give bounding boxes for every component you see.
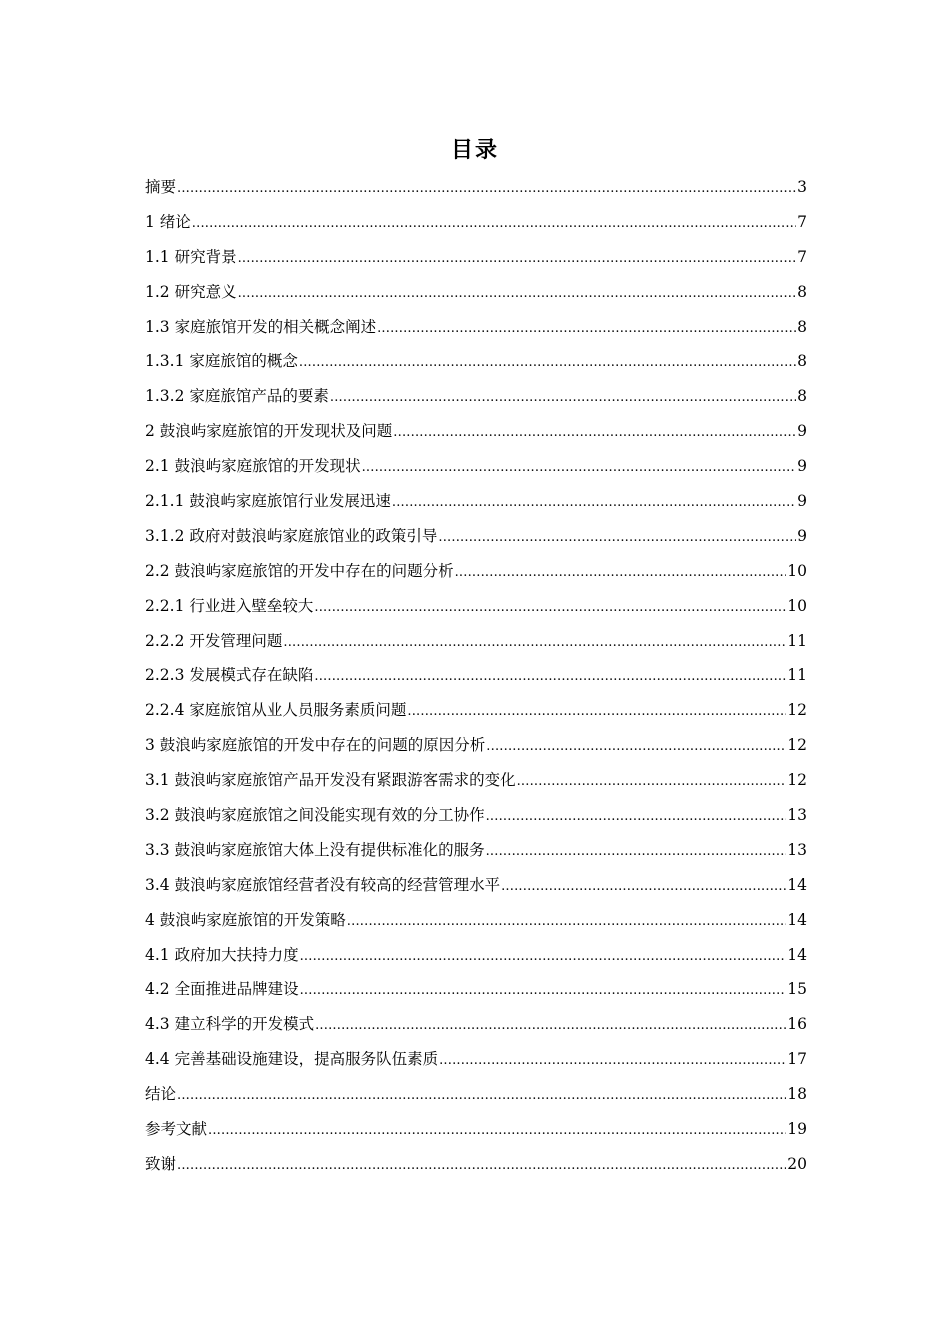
toc-entry-page-number: 3 xyxy=(797,178,807,196)
toc-entry[interactable] xyxy=(145,835,807,870)
dot-leader xyxy=(283,628,786,658)
dot-leader xyxy=(407,697,786,727)
toc-entry[interactable] xyxy=(145,660,807,695)
toc-entry-page-number: 12 xyxy=(787,736,807,755)
toc-entry-page-number: 18 xyxy=(787,1085,807,1104)
toc-entry[interactable] xyxy=(145,1114,807,1149)
toc-entry-page-number: 10 xyxy=(787,596,807,615)
toc-entry[interactable] xyxy=(145,416,807,451)
toc-entry-page-number: 17 xyxy=(787,1050,807,1069)
toc-entry-title: 1.1 研究背景 xyxy=(145,247,237,266)
toc-entry-title: 1.3.1 家庭旅馆的概念 xyxy=(145,352,298,371)
toc-entry[interactable] xyxy=(145,346,807,381)
toc-entry-page-number: 8 xyxy=(797,387,807,406)
dot-leader xyxy=(238,279,797,309)
toc-entry-page-number: 9 xyxy=(797,422,807,441)
dot-leader xyxy=(455,558,787,588)
toc-entry[interactable] xyxy=(145,207,807,242)
toc-entry[interactable] xyxy=(145,521,807,556)
toc-entry[interactable] xyxy=(145,626,807,661)
toc-entry-title: 3.4 鼓浪屿家庭旅馆经营者没有较高的经营管理水平 xyxy=(145,875,501,894)
toc-entry-page-number: 13 xyxy=(787,806,807,825)
toc-entry-page-number: 13 xyxy=(787,840,807,859)
toc-entry-page-number: 14 xyxy=(787,875,807,894)
toc-entry[interactable] xyxy=(145,451,807,486)
toc-entry-title: 2.2.2 开发管理问题 xyxy=(145,631,283,650)
dot-leader xyxy=(486,732,786,762)
toc-entry-page-number: 8 xyxy=(797,317,807,336)
toc-entry-title: 3.3 鼓浪屿家庭旅馆大体上没有提供标准化的服务 xyxy=(145,840,485,859)
dot-leader xyxy=(238,244,797,274)
toc-entry-title: 1.3.2 家庭旅馆产品的要素 xyxy=(145,387,329,406)
dot-leader xyxy=(177,174,796,204)
toc-entry-title: 参考文献 xyxy=(145,1120,208,1139)
toc-entry[interactable] xyxy=(145,1149,807,1184)
toc-entry[interactable] xyxy=(145,556,807,591)
toc-entry-page-number: 10 xyxy=(787,561,807,580)
toc-entry-page-number: 8 xyxy=(797,282,807,301)
toc-entry-title: 2.2.1 行业进入壁垒较大 xyxy=(145,596,314,615)
toc-entry-title: 2.2.4 家庭旅馆从业人员服务素质问题 xyxy=(145,701,407,720)
dot-leader xyxy=(501,872,786,902)
toc-entry-title: 4.3 建立科学的开发模式 xyxy=(145,1015,315,1034)
toc-entry-page-number: 8 xyxy=(797,352,807,371)
toc-entry[interactable] xyxy=(145,277,807,312)
dot-leader xyxy=(299,348,796,378)
toc-entry-page-number: 15 xyxy=(787,980,807,999)
toc-entry-title: 3.1 鼓浪屿家庭旅馆产品开发没有紧跟游客需求的变化 xyxy=(145,771,516,790)
toc-entry[interactable] xyxy=(145,591,807,626)
toc-entry[interactable] xyxy=(145,1009,807,1044)
toc-entry[interactable] xyxy=(145,940,807,975)
toc-entry-page-number: 19 xyxy=(787,1120,807,1139)
dot-leader xyxy=(177,1081,786,1111)
toc-entry-title: 致谢 xyxy=(145,1154,177,1173)
toc-list xyxy=(145,172,807,1184)
toc-entry-title: 摘要 xyxy=(145,178,177,196)
toc-entry-title: 3 鼓浪屿家庭旅馆的开发中存在的问题的原因分析 xyxy=(145,736,486,755)
toc-entry-page-number: 7 xyxy=(797,212,807,231)
dot-leader xyxy=(517,767,787,797)
dot-leader xyxy=(177,1151,786,1181)
toc-entry[interactable] xyxy=(145,1079,807,1114)
dot-leader xyxy=(192,209,796,239)
dot-leader xyxy=(300,942,787,972)
dot-leader xyxy=(392,488,796,518)
toc-entry-page-number: 11 xyxy=(787,631,807,650)
toc-entry[interactable] xyxy=(145,800,807,835)
toc-entry-title: 2 鼓浪屿家庭旅馆的开发现状及问题 xyxy=(145,422,393,441)
toc-entry-title: 2.1.1 鼓浪屿家庭旅馆行业发展迅速 xyxy=(145,492,391,511)
toc-title: 目录 xyxy=(450,138,499,163)
toc-entry-page-number: 7 xyxy=(797,247,807,266)
toc-entry-page-number: 12 xyxy=(787,771,807,790)
toc-entry[interactable] xyxy=(145,486,807,521)
dot-leader xyxy=(347,907,786,937)
toc-entry[interactable] xyxy=(145,312,807,347)
dot-leader xyxy=(315,1011,786,1041)
dot-leader xyxy=(438,523,796,553)
toc-entry[interactable] xyxy=(145,870,807,905)
toc-entry-page-number: 9 xyxy=(797,492,807,511)
toc-entry-title: 1.3 家庭旅馆开发的相关概念阐述 xyxy=(145,317,377,336)
toc-entry[interactable] xyxy=(145,1044,807,1079)
toc-entry-title: 3.2 鼓浪屿家庭旅馆之间没能实现有效的分工协作 xyxy=(145,806,485,825)
toc-entry-title: 4.1 政府加大扶持力度 xyxy=(145,945,299,964)
toc-entry-title: 3.1.2 政府对鼓浪屿家庭旅馆业的政策引导 xyxy=(145,526,438,545)
dot-leader xyxy=(330,383,796,413)
dot-leader xyxy=(486,802,787,832)
dot-leader xyxy=(300,976,787,1006)
dot-leader xyxy=(314,593,786,623)
toc-entry[interactable] xyxy=(145,242,807,277)
toc-entry[interactable] xyxy=(145,695,807,730)
toc-entry-page-number: 14 xyxy=(787,945,807,964)
toc-entry-title: 2.2 鼓浪屿家庭旅馆的开发中存在的问题分析 xyxy=(145,561,454,580)
toc-entry[interactable] xyxy=(145,905,807,940)
toc-entry-page-number: 14 xyxy=(787,910,807,929)
dot-leader xyxy=(314,662,786,692)
toc-entry-title: 4 鼓浪屿家庭旅馆的开发策略 xyxy=(145,910,346,929)
dot-leader xyxy=(208,1116,786,1146)
toc-entry-title: 4.4 完善基础设施建设，提高服务队伍素质 xyxy=(145,1050,439,1069)
toc-entry-page-number: 9 xyxy=(797,526,807,545)
toc-entry[interactable] xyxy=(145,172,807,207)
toc-entry-title: 1 绪论 xyxy=(145,212,191,231)
toc-entry-page-number: 11 xyxy=(787,666,807,685)
toc-entry[interactable] xyxy=(145,381,807,416)
toc-entry-title: 结论 xyxy=(145,1085,177,1104)
toc-entry-title: 4.2 全面推进品牌建设 xyxy=(145,980,299,999)
dot-leader xyxy=(362,453,797,483)
toc-entry-page-number: 12 xyxy=(787,701,807,720)
toc-entry-page-number: 9 xyxy=(797,457,807,476)
toc-entry[interactable] xyxy=(145,730,807,765)
toc-entry-title: 2.1 鼓浪屿家庭旅馆的开发现状 xyxy=(145,457,361,476)
toc-entry-title: 2.2.3 发展模式存在缺陷 xyxy=(145,666,314,685)
toc-entry-page-number: 16 xyxy=(787,1015,807,1034)
toc-entry[interactable] xyxy=(145,974,807,1009)
dot-leader xyxy=(486,837,787,867)
dot-leader xyxy=(439,1046,786,1076)
toc-entry-title: 1.2 研究意义 xyxy=(145,282,237,301)
dot-leader xyxy=(393,418,796,448)
toc-entry[interactable] xyxy=(145,765,807,800)
toc-entry-page-number: 20 xyxy=(787,1154,807,1173)
dot-leader xyxy=(377,314,796,344)
